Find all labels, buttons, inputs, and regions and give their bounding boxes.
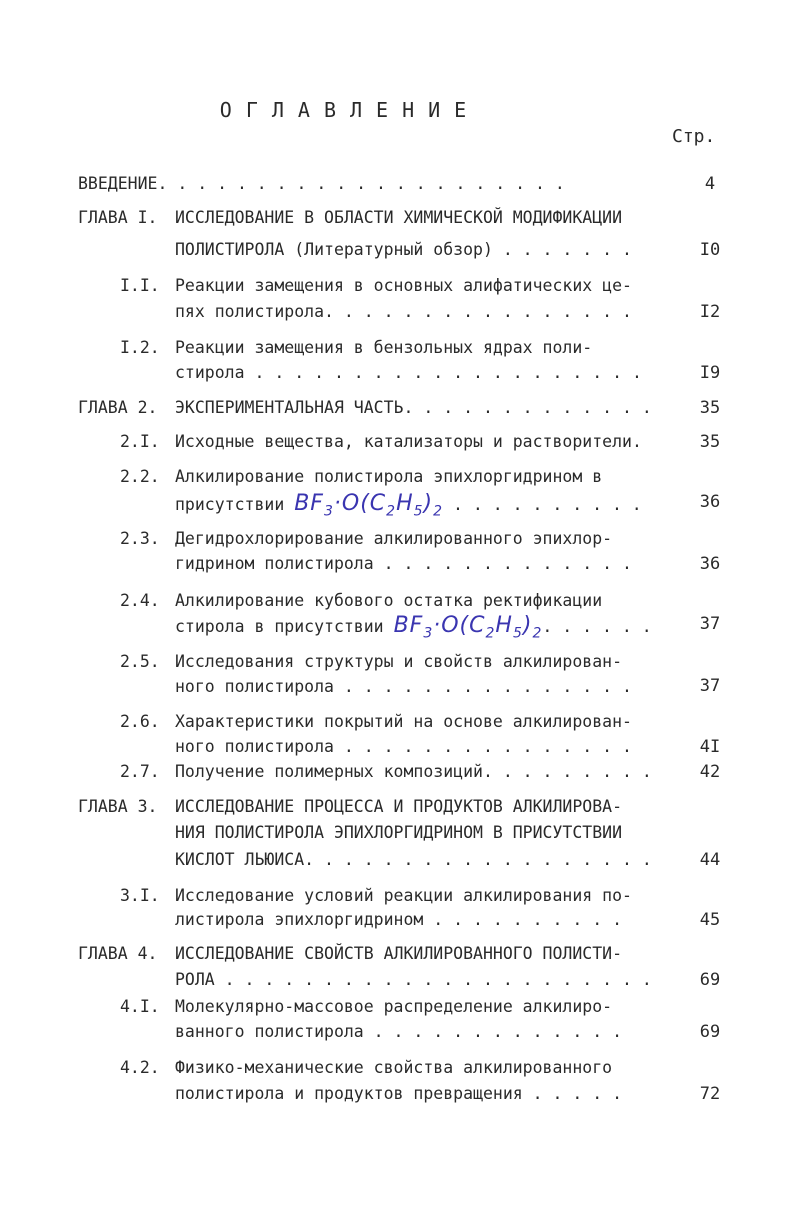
toc-page-number: 69 bbox=[699, 1022, 721, 1042]
toc-line: ного полистирола . . . . . . . . . . . . . . . bbox=[175, 677, 632, 696]
toc-line: ванного полистирола . . . . . . . . . . . . . bbox=[175, 1022, 623, 1041]
toc-page-number: 35 bbox=[699, 432, 721, 452]
toc-line: листирола эпихлоргидрином . . . . . . . . . . bbox=[175, 910, 623, 929]
toc-line: пях полистирола. . . . . . . . . . . . . . . . bbox=[175, 302, 632, 321]
toc-page-number: 36 bbox=[699, 554, 721, 574]
toc-page-number: 35 bbox=[699, 398, 721, 418]
page-column-label: Стр. bbox=[672, 126, 716, 147]
toc-line: ИССЛЕДОВАНИЕ ПРОЦЕССА И ПРОДУКТОВ АЛКИЛИРОВА- bbox=[175, 797, 623, 816]
toc-line: НИЯ ПОЛИСТИРОЛА ЭПИХЛОРГИДРИНОМ В ПРИСУТСТВИИ bbox=[175, 823, 623, 842]
leader-dots: . . . . . . bbox=[542, 617, 652, 636]
toc-line: Характеристики покрытий на основе алкилирован- bbox=[175, 712, 632, 731]
toc-section-number: I.2. bbox=[120, 338, 160, 357]
page-title: ОГЛАВЛЕНИЕ bbox=[219, 98, 481, 122]
toc-line: стирола . . . . . . . . . . . . . . . . . . . . bbox=[175, 363, 642, 382]
toc-section-number: 2.4. bbox=[120, 591, 160, 610]
toc-page-number: 4 bbox=[704, 174, 716, 194]
toc-line bbox=[175, 491, 642, 520]
toc-line: ПОЛИСТИРОЛА (Литературный обзор) . . . . . . . bbox=[175, 240, 632, 259]
toc-line: ИССЛЕДОВАНИЕ В ОБЛАСТИ ХИМИЧЕСКОЙ МОДИФИКАЦИИ bbox=[175, 208, 623, 227]
toc-page-number: 45 bbox=[699, 910, 721, 930]
toc-page-number: 72 bbox=[699, 1084, 721, 1104]
toc-line: ИССЛЕДОВАНИЕ СВОЙСТВ АЛКИЛИРОВАННОГО ПОЛИСТИ- bbox=[175, 944, 623, 963]
toc-line-text: присутствии bbox=[175, 495, 285, 514]
toc-line: гидрином полистирола . . . . . . . . . . . . . bbox=[175, 554, 632, 573]
leader-dots: . . . . . . . . . . bbox=[443, 495, 642, 514]
toc-page-number: I2 bbox=[699, 302, 721, 322]
toc-section-number: 2.6. bbox=[120, 712, 160, 731]
toc-line: Алкилирование кубового остатка ректификации bbox=[175, 591, 603, 610]
toc-page-number: 36 bbox=[699, 492, 721, 512]
toc-line: ВВЕДЕНИЕ. . . . . . . . . . . . . . . . . . . . . bbox=[78, 174, 565, 193]
toc-line: Дегидрохлорирование алкилированного эпихлор- bbox=[175, 529, 613, 548]
toc-line: РОЛА . . . . . . . . . . . . . . . . . . . . . . bbox=[175, 970, 652, 989]
toc-page-number: 69 bbox=[699, 970, 721, 990]
handwritten-formula: $BF_3\cdot O(C_2H_5)_2$ bbox=[294, 491, 444, 520]
toc-page-number: 37 bbox=[699, 676, 721, 696]
toc-section-number: 3.I. bbox=[120, 886, 160, 905]
toc-line: Получение полимерных композиций. . . . . . . . . bbox=[175, 762, 652, 781]
toc-line: Молекулярно-массовое распределение алкилиро- bbox=[175, 997, 613, 1016]
toc-line: Исследования структуры и свойств алкилирован- bbox=[175, 652, 623, 671]
toc-page-number: 42 bbox=[699, 762, 721, 782]
toc-section-number: 4.2. bbox=[120, 1058, 160, 1077]
toc-line: ЭКСПЕРИМЕНТАЛЬНАЯ ЧАСТЬ. . . . . . . . . . . . . bbox=[175, 398, 652, 417]
toc-section-number: I.I. bbox=[120, 276, 160, 295]
toc-section-number: ГЛАВА 2. bbox=[78, 398, 158, 417]
toc-line: Исходные вещества, катализаторы и растворители. bbox=[175, 432, 642, 451]
toc-line-text: стирола в присутствии bbox=[175, 617, 384, 636]
toc-page-number: 4I bbox=[699, 737, 721, 757]
toc-line: полистирола и продуктов превращения . . . . . bbox=[175, 1084, 623, 1103]
toc-page-number: I0 bbox=[699, 240, 721, 260]
toc-section-number: 2.I. bbox=[120, 432, 160, 451]
toc-section-number: 2.5. bbox=[120, 652, 160, 671]
toc-section-number: ГЛАВА 3. bbox=[78, 797, 158, 816]
toc-line: Алкилирование полистирола эпихлоргидрином в bbox=[175, 467, 603, 486]
toc-section-number: ГЛАВА 4. bbox=[78, 944, 158, 963]
toc-line: ного полистирола . . . . . . . . . . . . . . . bbox=[175, 737, 632, 756]
toc-section-number: 4.I. bbox=[120, 997, 160, 1016]
toc-page-number: 37 bbox=[699, 614, 721, 634]
toc-section-number: ГЛАВА I. bbox=[78, 208, 158, 227]
toc-page-number: 44 bbox=[699, 850, 721, 870]
handwritten-formula: $BF_3\cdot O(C_2H_5)_2$ bbox=[393, 613, 543, 642]
toc-line: Реакции замещения в бензольных ядрах поли- bbox=[175, 338, 593, 357]
toc-section-number: 2.2. bbox=[120, 467, 160, 486]
toc-line: Физико-механические свойства алкилированного bbox=[175, 1058, 613, 1077]
toc-line bbox=[175, 613, 652, 642]
toc-line: Исследование условий реакции алкилирования по- bbox=[175, 886, 632, 905]
toc-line: КИСЛОТ ЛЬЮИСА. . . . . . . . . . . . . . . . . . bbox=[175, 850, 652, 869]
toc-section-number: 2.3. bbox=[120, 529, 160, 548]
toc-line: Реакции замещения в основных алифатических це- bbox=[175, 276, 632, 295]
toc-section-number: 2.7. bbox=[120, 762, 160, 781]
toc-page-number: I9 bbox=[699, 363, 721, 383]
